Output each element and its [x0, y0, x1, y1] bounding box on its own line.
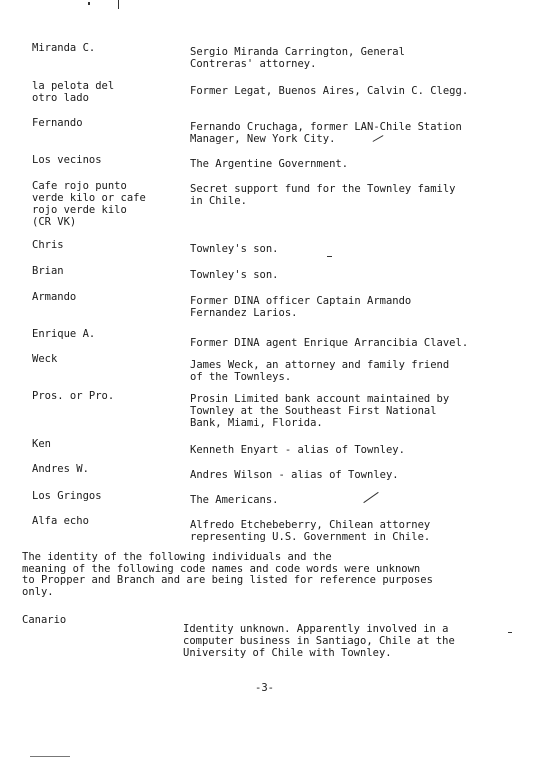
code-definition: Former Legat, Buenos Aires, Calvin C. Clegg.: [190, 85, 469, 97]
code-definition: The Americans.: [190, 494, 279, 506]
code-definition: Fernando Cruchaga, former LAN-Chile Station Manager, New York City.: [190, 121, 462, 145]
code-term: Enrique A.: [32, 328, 96, 340]
code-definition: Identity unknown. Apparently involved in a computer business in Santiago, Chile at the University of Chile with Townley.: [183, 623, 455, 659]
code-term: Canario: [22, 614, 67, 626]
code-term: Fernando: [32, 117, 83, 129]
code-term: Los vecinos: [32, 154, 102, 166]
code-term: la pelota del otro lado: [32, 80, 115, 104]
code-definition: Sergio Miranda Carrington, General Contreras' attorney.: [190, 46, 405, 70]
code-definition: Kenneth Enyart - alias of Townley.: [190, 444, 405, 456]
code-term: Miranda C.: [32, 42, 96, 54]
code-term: Ken: [32, 438, 51, 450]
code-term: Brian: [32, 265, 64, 277]
code-term: Armando: [32, 291, 77, 303]
code-definition: The Argentine Government.: [190, 158, 349, 170]
code-definition: Secret support fund for the Townley family in Chile.: [190, 183, 456, 207]
code-definition: Former DINA agent Enrique Arrancibia Clavel.: [190, 337, 469, 349]
scan-mark: [118, 0, 119, 9]
scan-mark: [88, 2, 90, 5]
code-term: Cafe rojo punto verde kilo or cafe rojo verde kilo (CR VK): [32, 180, 146, 228]
code-term: Andres W.: [32, 463, 89, 475]
scan-mark: [327, 256, 332, 257]
code-definition: Prosin Limited bank account maintained by Townley at the Southeast First National Bank, Miami, Florida.: [190, 393, 450, 429]
code-term: Weck: [32, 353, 58, 365]
code-term: Alfa echo: [32, 515, 89, 527]
code-term: Los Gringos: [32, 490, 102, 502]
scan-mark: [508, 632, 512, 633]
code-term: Chris: [32, 239, 64, 251]
intro-paragraph: The identity of the following individuals and the meaning of the following code names and code words were unknown to Propper and Branch and are being listed for reference purposes only.: [22, 551, 433, 598]
code-definition: Townley's son.: [190, 269, 279, 281]
code-definition: Former DINA officer Captain Armando Fernandez Larios.: [190, 295, 412, 319]
scan-mark: [30, 756, 70, 757]
page-number: -3-: [255, 682, 274, 694]
code-definition: Andres Wilson - alias of Townley.: [190, 469, 399, 481]
code-definition: Alfredo Etchebeberry, Chilean attorney representing U.S. Government in Chile.: [190, 519, 431, 543]
code-term: Pros. or Pro.: [32, 390, 115, 402]
code-definition: Townley's son.: [190, 243, 279, 255]
code-definition: James Weck, an attorney and family friend of the Townleys.: [190, 359, 450, 383]
